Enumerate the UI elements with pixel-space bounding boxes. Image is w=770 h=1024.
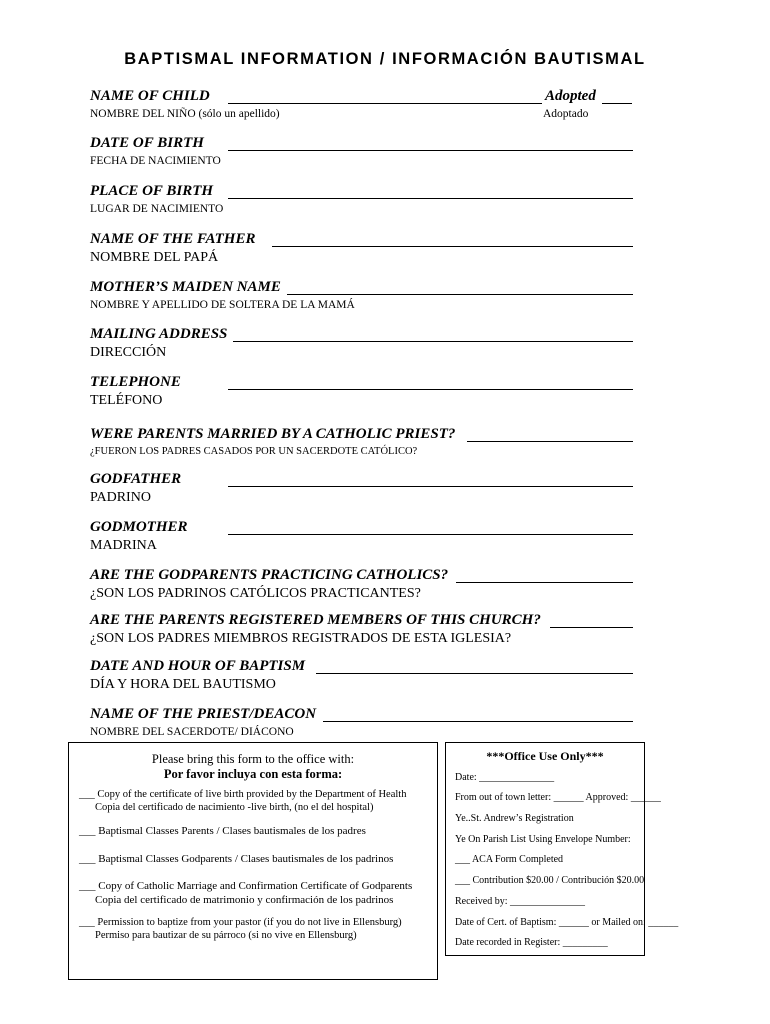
place-of-birth-field xyxy=(90,183,635,223)
mailing-address-field xyxy=(90,326,635,366)
baptism-date-hour-field xyxy=(90,658,635,698)
godfather-label: GODFATHER xyxy=(90,471,182,487)
office-parish-list-line[interactable]: Ye On Parish List Using Envelope Number: xyxy=(455,834,631,845)
office-out-of-town-letter-line[interactable]: From out of town letter: ______ Approved: ______ xyxy=(455,792,661,803)
telephone-input-line[interactable] xyxy=(228,389,633,390)
mother-maiden-name-label: MOTHER’S MAIDEN NAME xyxy=(90,279,281,295)
office-registration-line[interactable]: Ye..St. Andrew’s Registration xyxy=(455,813,574,824)
bring-documents-heading: Please bring this form to the office with: xyxy=(151,752,355,766)
checklist-item-line2: Copia del certificado de matrimonio y confirmación de los padrinos xyxy=(95,894,394,906)
checklist-item-line2: Permiso para bautizar de su párroco (si no vive en Ellensburg) xyxy=(95,929,357,941)
office-cert-date-line[interactable]: Date of Cert. of Baptism: ______ or Mailed on: ______ xyxy=(455,917,679,928)
name-of-child-sublabel: NOMBRE DEL NIÑO (sólo un apellido) xyxy=(90,108,280,120)
priest-deacon-field xyxy=(90,706,635,746)
checklist-item-line2: Copia del certificado de nacimiento -live birth, (no el del hospital) xyxy=(95,801,374,813)
adopted-label: Adopted xyxy=(545,88,596,104)
godmother-input-line[interactable] xyxy=(228,534,633,535)
godmother-label: GODMOTHER xyxy=(90,519,188,535)
office-register-date-line[interactable]: Date recorded in Register: _________ xyxy=(455,937,608,948)
bring-documents-box xyxy=(68,742,438,980)
telephone-label: TELEPHONE xyxy=(90,374,181,390)
baptism-date-hour-input-line[interactable] xyxy=(316,673,633,674)
telephone-sublabel: TELÉFONO xyxy=(90,393,163,408)
mother-maiden-name-field xyxy=(90,279,635,319)
date-of-birth-label: DATE OF BIRTH xyxy=(90,135,204,151)
checklist-item-godparents-classes[interactable] xyxy=(79,853,393,866)
mother-maiden-name-sublabel: NOMBRE Y APELLIDO DE SOLTERA DE LA MAMÁ xyxy=(90,299,355,311)
parents-married-field xyxy=(90,426,635,466)
place-of-birth-sublabel: LUGAR DE NACIMIENTO xyxy=(90,203,224,215)
checklist-item-line1: ___ Baptismal Classes Godparents / Clases bautismales de los padrinos xyxy=(79,853,394,865)
checklist-item-pastor-permission[interactable] xyxy=(79,917,402,942)
parents-married-label: WERE PARENTS MARRIED BY A CATHOLIC PRIEST? xyxy=(90,426,456,442)
parents-registered-sublabel: ¿SON LOS PADRES MIEMBROS REGISTRADOS DE ESTA IGLESIA? xyxy=(90,631,512,646)
office-date-line[interactable]: Date: _______________ xyxy=(455,772,555,783)
godmother-sublabel: MADRINA xyxy=(90,538,157,553)
father-name-input-line[interactable] xyxy=(272,246,633,247)
baptism-date-hour-label: DATE AND HOUR OF BAPTISM xyxy=(90,658,306,674)
father-name-sublabel: NOMBRE DEL PAPÁ xyxy=(90,250,219,265)
baptism-date-hour-sublabel: DÍA Y HORA DEL BAUTISMO xyxy=(90,677,276,692)
adopted-input-line[interactable] xyxy=(602,103,632,104)
checklist-item-line1: ___ Baptismal Classes Parents / Clases bautismales de los padres xyxy=(79,825,366,837)
name-of-child-field xyxy=(90,88,635,128)
adopted-sublabel: Adoptado xyxy=(543,108,589,120)
checklist-item-line1: ___ Copy of the certificate of live birth provided by the Department of Health xyxy=(79,789,407,800)
place-of-birth-label: PLACE OF BIRTH xyxy=(90,183,214,199)
godparents-practicing-label: ARE THE GODPARENTS PRACTICING CATHOLICS? xyxy=(90,567,449,583)
godparents-practicing-sublabel: ¿SON LOS PADRINOS CATÓLICOS PRACTICANTES? xyxy=(90,586,421,601)
godfather-sublabel: PADRINO xyxy=(90,490,151,505)
office-aca-form-line[interactable]: ___ ACA Form Completed xyxy=(455,854,564,865)
form-title: BAPTISMAL INFORMATION / INFORMACIÓN BAUTISMAL xyxy=(124,50,646,68)
date-of-birth-sublabel: FECHA DE NACIMIENTO xyxy=(90,155,221,167)
priest-deacon-input-line[interactable] xyxy=(323,721,633,722)
parents-registered-field xyxy=(90,612,635,652)
godparents-practicing-field xyxy=(90,567,635,607)
father-name-field xyxy=(90,231,635,271)
bring-documents-heading-es: Por favor incluya con esta forma: xyxy=(163,767,343,781)
office-contribution-line[interactable]: ___ Contribution $20.00 / Contribución $20.00 xyxy=(455,875,645,886)
mailing-address-label: MAILING ADDRESS xyxy=(90,326,228,342)
parents-married-input-line[interactable] xyxy=(467,441,633,442)
date-of-birth-field xyxy=(90,135,635,175)
godparents-practicing-input-line[interactable] xyxy=(456,582,633,583)
office-received-by-line[interactable]: Received by: _______________ xyxy=(455,896,585,907)
parents-registered-label: ARE THE PARENTS REGISTERED MEMBERS OF THIS CHURCH? xyxy=(90,612,541,628)
office-use-title: ***Office Use Only*** xyxy=(486,749,604,763)
priest-deacon-sublabel: NOMBRE DEL SACERDOTE/ DIÁCONO xyxy=(90,726,294,738)
parents-registered-input-line[interactable] xyxy=(550,627,633,628)
priest-deacon-label: NAME OF THE PRIEST/DEACON xyxy=(90,706,317,722)
father-name-label: NAME OF THE FATHER xyxy=(90,231,256,247)
mother-maiden-name-input-line[interactable] xyxy=(287,294,633,295)
checklist-item-parents-classes[interactable] xyxy=(79,825,366,838)
name-of-child-input-line[interactable] xyxy=(228,103,542,104)
telephone-field xyxy=(90,374,635,414)
office-use-box xyxy=(445,742,679,956)
checklist-item-line1: ___ Permission to baptize from your pastor (if you do not live in Ellensburg) xyxy=(79,917,402,928)
place-of-birth-input-line[interactable] xyxy=(228,198,633,199)
checklist-item-line1: ___ Copy of Catholic Marriage and Confirmation Certificate of Godparents xyxy=(79,880,413,892)
godfather-input-line[interactable] xyxy=(228,486,633,487)
godfather-field xyxy=(90,471,635,511)
name-of-child-label: NAME OF CHILD xyxy=(90,88,210,104)
godmother-field xyxy=(90,519,635,559)
mailing-address-sublabel: DIRECCIÓN xyxy=(90,345,167,360)
checklist-item-godparents-certificates[interactable] xyxy=(79,879,412,907)
mailing-address-input-line[interactable] xyxy=(233,341,633,342)
parents-married-sublabel: ¿FUERON LOS PADRES CASADOS POR UN SACERDOTE CATÓLICO? xyxy=(90,446,418,457)
checklist-item-birth-certificate[interactable] xyxy=(79,789,406,814)
date-of-birth-input-line[interactable] xyxy=(228,150,633,151)
